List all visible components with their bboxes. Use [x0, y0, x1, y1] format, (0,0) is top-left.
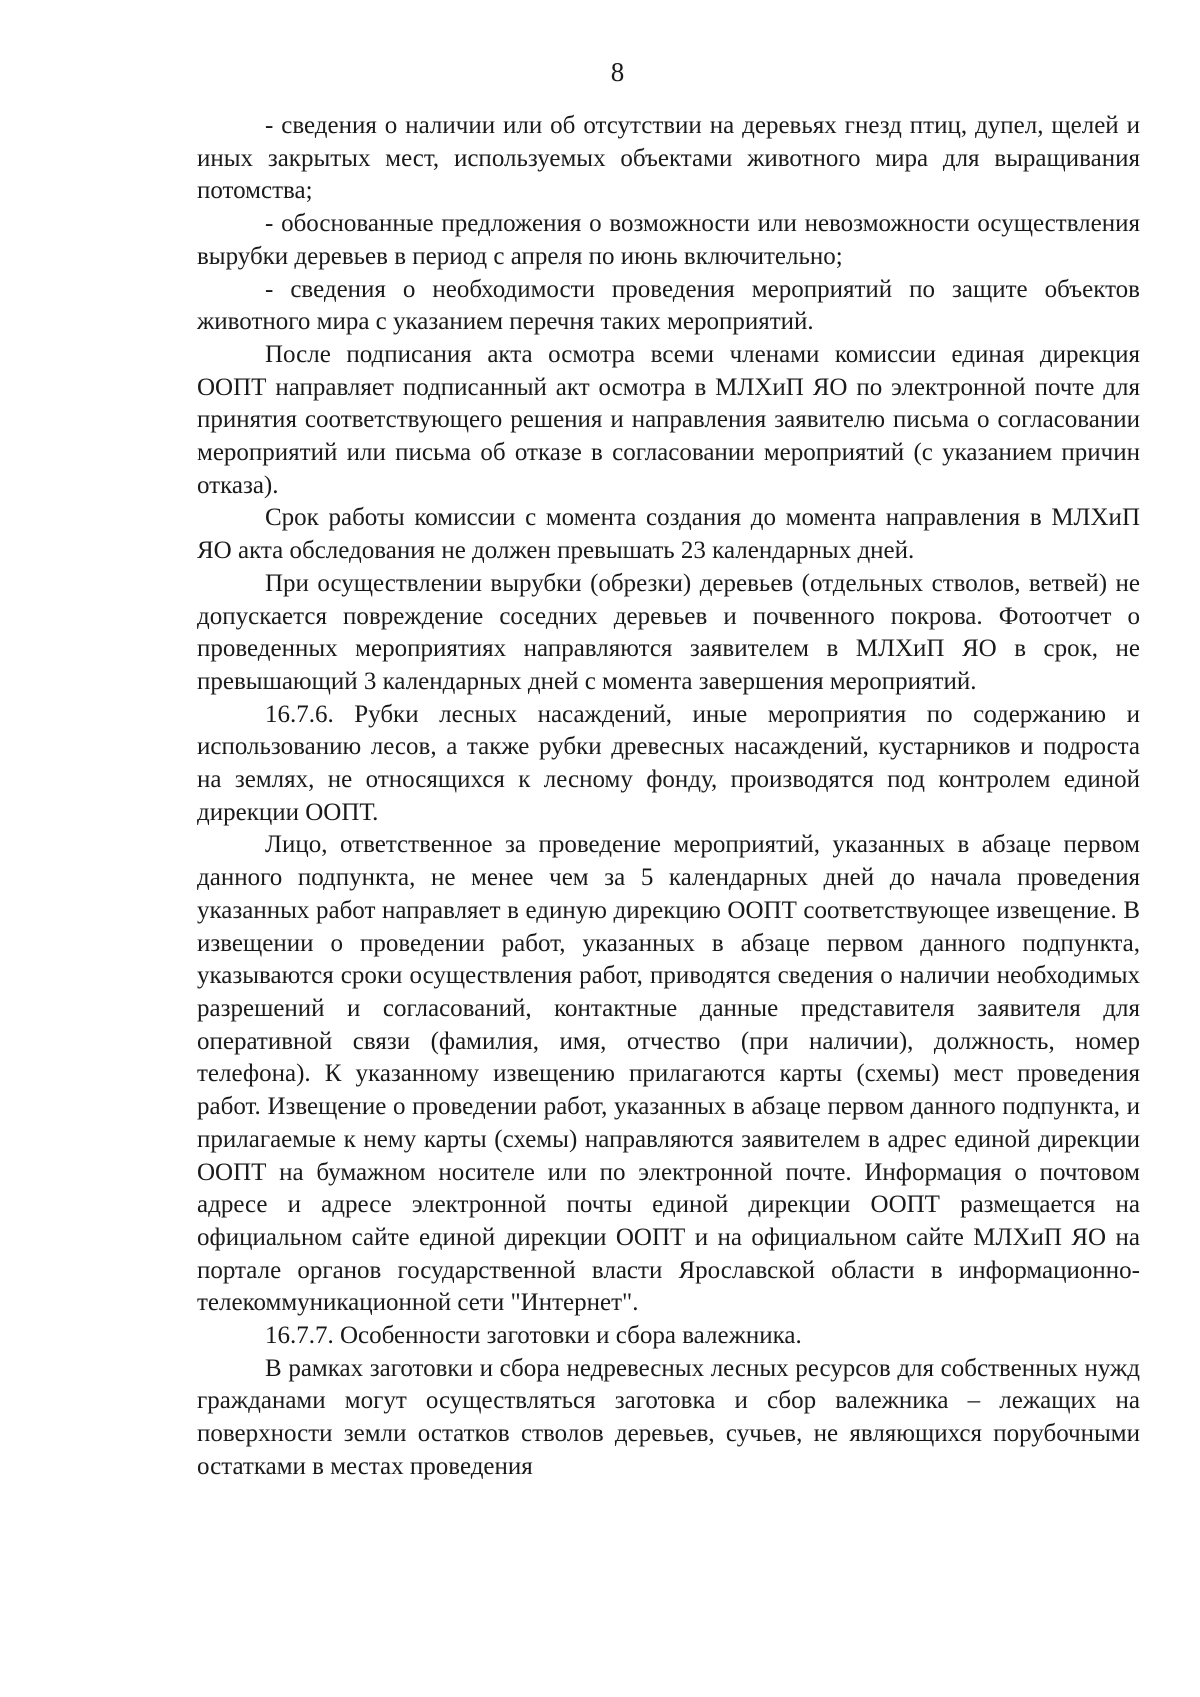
paragraph-16-7-7-heading: 16.7.7. Особенности заготовки и сбора валежника.: [265, 1322, 802, 1350]
paragraph-16-7-6: 16.7.6. Рубки лесных насаждений, иные мероприятия по содержанию и использованию лесов, а также рубки древесных насаждений, кустарников и подроста на землях, не относящихся к лесному фонду, производятся под контролем единой дирекции ООПТ.: [197, 700, 1140, 826]
paragraph-felling-proposals: - обоснованные предложения о возможности или невозможности осуществления вырубки деревьев в период с апреля по июнь включительно;: [197, 210, 1140, 270]
paragraph-protection-measures: - сведения о необходимости проведения мероприятий по защите объектов животного мира с указанием перечня таких мероприятий.: [197, 275, 1140, 336]
paragraph-felling-damage: При осуществлении вырубки (обрезки) деревьев (отдельных стволов, ветвей) не допускается повреждение соседних деревьев и почвенного покрова. Фотоотчет о проведенных мероприятиях направляются заявителем в МЛХиП ЯО в срок, не превышающий 3 календарных дней с момента завершения мероприятий.: [197, 569, 1140, 695]
paragraph-notification-procedure: Лицо, ответственное за проведение мероприятий, указанных в абзаце первом данного подпункта, не менее чем за 5 календарных дней до начала проведения указанных работ направляет в единую дирекцию ООПТ соответствующее извещение. В извещении о проведении работ, указанных в абзаце первом данного подпункта, указываются сроки осуществления работ, приводятся сведения о наличии необходимых разрешений и согласований, контактные данные представителя заявителя для оперативной связи (фамилия, имя, отчество (при наличии), должность, номер телефона). К указанному извещению прилагаются карты (схемы) мест проведения работ. Извещение о проведении работ, указанных в абзаце первом данного подпункта, и прилагаемые к нему карты (схемы) направляются заявителем в адрес единой дирекции ООПТ на бумажном носителе или по электронной почте. Информация о почтовом адресе и адресе электронной почты единой дирекции ООПТ размещается на официальном сайте единой дирекции ООПТ и на официальном сайте МЛХиП ЯО на портале органов государственной власти Ярославской области в информационно-телекоммуникационной сети "Интернет".: [197, 831, 1140, 1317]
document-body: [197, 110, 1140, 1484]
paragraph-deadwood-collection: В рамках заготовки и сбора недревесных лесных ресурсов для собственных нужд гражданами могут осуществляться заготовка и сбор валежника – лежащих на поверхности земли остатков стволов деревьев, сучьев, не являющихся порубочными остатками в местах проведения: [197, 1354, 1140, 1480]
paragraph-inspection-act-signing: После подписания акта осмотра всеми членами комиссии единая дирекция ООПТ направляет подписанный акт осмотра в МЛХиП ЯО по электронной почте для принятия соответствующего решения и направления заявителю письма о согласовании мероприятий или письма об отказе в согласовании мероприятий (с указанием причин отказа).: [197, 340, 1140, 499]
paragraph-bird-nests-info: - сведения о наличии или об отсутствии на деревьях гнезд птиц, дупел, щелей и иных закрытых мест, используемых объектами животного мира для выращивания потомства;: [197, 112, 1140, 205]
page-number: 8: [610, 57, 625, 87]
paragraph-commission-term: Срок работы комиссии с момента создания до момента направления в МЛХиП ЯО акта обследования не должен превышать 23 календарных дней.: [197, 504, 1140, 565]
